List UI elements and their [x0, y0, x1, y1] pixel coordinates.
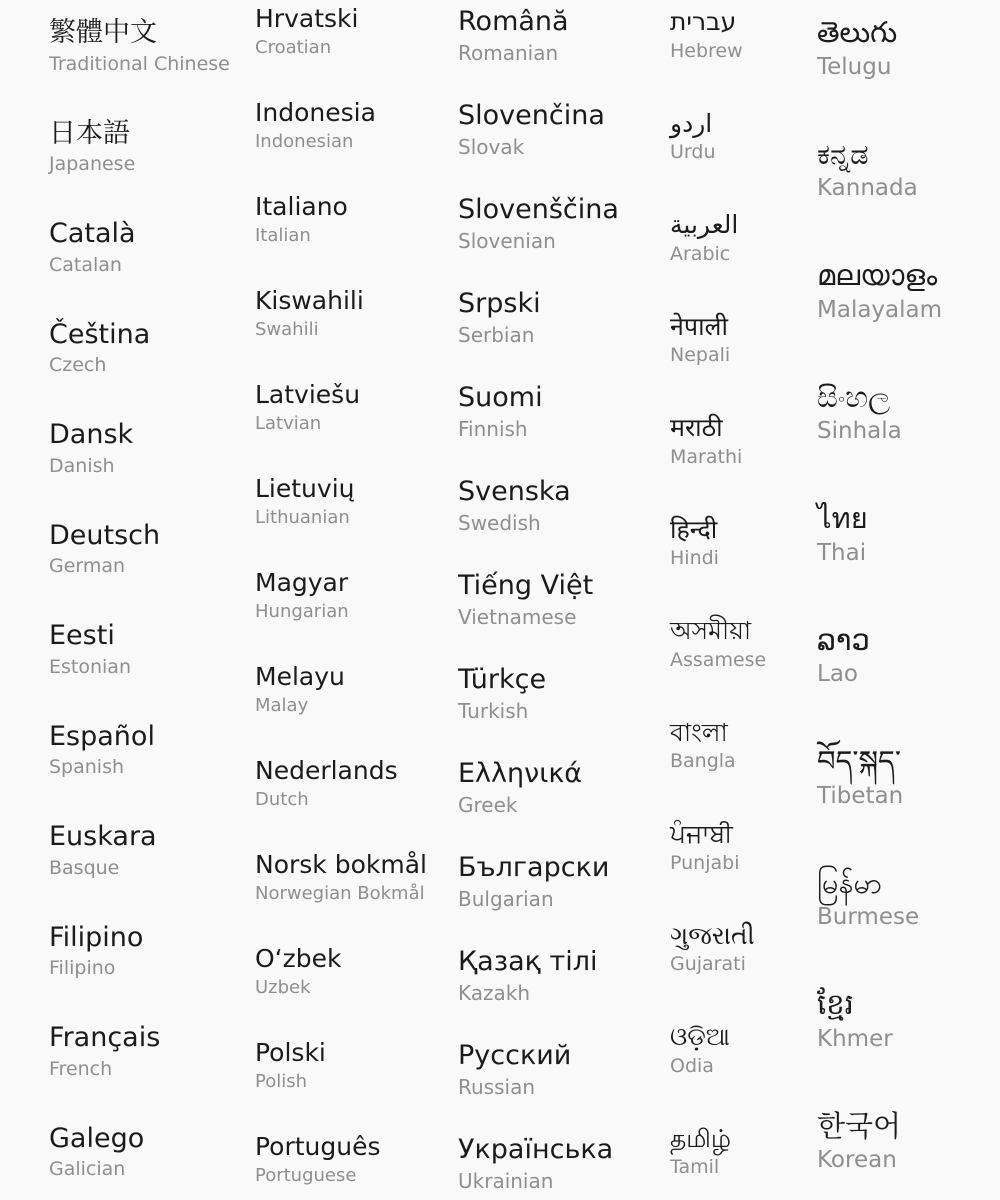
- language-option[interactable]: [458, 477, 571, 534]
- language-english-name: Slovenian: [458, 228, 556, 253]
- language-english-name: Czech: [49, 354, 107, 377]
- language-option[interactable]: [458, 101, 605, 158]
- language-english-name: Greek: [458, 792, 518, 817]
- language-option[interactable]: [817, 260, 942, 323]
- language-option[interactable]: [458, 383, 543, 440]
- language-option[interactable]: [255, 569, 349, 621]
- language-english-name: Khmer: [817, 1025, 893, 1052]
- language-option[interactable]: [817, 503, 868, 566]
- language-option[interactable]: [49, 18, 230, 75]
- language-native-name: Slovenčina: [458, 100, 605, 131]
- language-native-name: བོད་སྐད་: [817, 744, 901, 778]
- language-native-name: Filipino: [49, 921, 144, 953]
- language-native-name: हिन्दी: [670, 514, 718, 544]
- language-native-name: Melayu: [255, 662, 345, 691]
- language-option[interactable]: [670, 313, 730, 366]
- language-native-name: O‘zbek: [255, 944, 342, 973]
- language-english-name: Kannada: [817, 175, 918, 202]
- language-english-name: Turkish: [458, 698, 529, 723]
- language-option[interactable]: [49, 923, 143, 980]
- language-english-name: Malay: [255, 694, 309, 716]
- language-english-name: Danish: [49, 454, 115, 477]
- language-option[interactable]: [670, 516, 719, 569]
- language-native-name: ລາວ: [817, 622, 870, 657]
- language-native-name: Srpski: [458, 288, 541, 319]
- language-option[interactable]: [458, 7, 569, 64]
- language-native-name: Magyar: [255, 568, 349, 597]
- language-native-name: ไทย: [817, 501, 868, 535]
- language-native-name: العربية: [670, 210, 739, 239]
- language-english-name: French: [49, 1057, 113, 1080]
- language-native-name: Italiano: [255, 192, 348, 221]
- language-english-name: Nepali: [670, 344, 731, 366]
- language-native-name: Norsk bokmål: [255, 850, 427, 879]
- language-native-name: עברית: [670, 7, 737, 36]
- language-option[interactable]: [670, 719, 736, 772]
- language-option[interactable]: [49, 420, 133, 477]
- language-native-name: Nederlands: [255, 756, 398, 785]
- language-option[interactable]: [255, 193, 348, 245]
- language-english-name: Marathi: [670, 445, 743, 468]
- language-option[interactable]: [255, 1133, 381, 1185]
- language-native-name: 한국어: [817, 1108, 902, 1143]
- language-native-name: தமிழ்: [670, 1123, 732, 1153]
- language-option[interactable]: [255, 851, 427, 903]
- language-english-name: Gujarati: [670, 953, 746, 975]
- language-native-name: Čeština: [49, 318, 151, 350]
- language-english-name: Swahili: [255, 318, 319, 340]
- language-option[interactable]: [49, 621, 131, 678]
- language-english-name: Kazakh: [458, 980, 531, 1005]
- language-native-name: Galego: [49, 1122, 145, 1154]
- language-english-name: Traditional Chinese: [49, 52, 230, 75]
- language-option[interactable]: [458, 195, 619, 252]
- language-option[interactable]: [817, 1108, 902, 1174]
- language-english-name: Hungarian: [255, 600, 349, 622]
- language-native-name: ગુજરાતી: [670, 920, 755, 950]
- language-option[interactable]: [670, 414, 742, 467]
- language-native-name: नेपाली: [670, 311, 728, 341]
- language-option[interactable]: [817, 136, 918, 202]
- language-option[interactable]: [49, 1023, 160, 1080]
- language-native-name: ខ្មែរ: [817, 987, 854, 1021]
- language-native-name: Lietuvių: [255, 474, 355, 503]
- language-english-name: Latvian: [255, 412, 322, 434]
- language-option[interactable]: [817, 17, 897, 80]
- language-english-name: Odia: [670, 1054, 714, 1077]
- language-english-name: Hindi: [670, 547, 719, 569]
- language-native-name: Tiếng Việt: [458, 570, 594, 601]
- language-native-name: Hrvatski: [255, 4, 359, 33]
- language-option[interactable]: [49, 320, 150, 377]
- language-english-name: Basque: [49, 856, 120, 879]
- language-option[interactable]: [458, 289, 541, 346]
- language-english-name: Swedish: [458, 510, 541, 535]
- language-native-name: मराठी: [670, 413, 723, 442]
- language-english-name: Ukrainian: [458, 1168, 554, 1193]
- language-option[interactable]: [817, 379, 902, 445]
- language-english-name: Portuguese: [255, 1164, 357, 1186]
- language-native-name: Български: [458, 852, 610, 883]
- language-english-name: Punjabi: [670, 851, 740, 874]
- language-option[interactable]: [670, 922, 755, 975]
- language-english-name: Lao: [817, 661, 858, 688]
- language-native-name: Українська: [458, 1134, 614, 1165]
- language-english-name: Croatian: [255, 36, 332, 58]
- language-option[interactable]: [817, 989, 893, 1052]
- language-option[interactable]: [670, 1023, 730, 1076]
- language-english-name: Norwegian Bokmål: [255, 882, 425, 904]
- language-english-name: Tibetan: [817, 782, 904, 809]
- language-option[interactable]: [458, 665, 546, 722]
- language-option[interactable]: [458, 571, 593, 628]
- language-native-name: Euskara: [49, 821, 157, 852]
- language-option[interactable]: [255, 381, 360, 433]
- language-english-name: Slovak: [458, 134, 525, 159]
- language-native-name: 繁體中文: [49, 17, 157, 48]
- language-native-name: ਪੰਜਾਬੀ: [670, 819, 733, 848]
- language-english-name: Malayalam: [817, 296, 943, 323]
- language-native-name: Română: [458, 6, 569, 37]
- language-english-name: Estonian: [49, 655, 131, 678]
- language-option[interactable]: [670, 820, 739, 873]
- language-english-name: Indonesian: [255, 130, 354, 152]
- language-native-name: Deutsch: [49, 519, 161, 551]
- language-english-name: Sinhala: [817, 418, 902, 445]
- language-english-name: Bangla: [670, 750, 736, 772]
- language-option[interactable]: [458, 1041, 571, 1098]
- language-english-name: Spanish: [49, 756, 125, 779]
- language-option[interactable]: [255, 757, 398, 809]
- language-native-name: Polski: [255, 1038, 326, 1067]
- language-english-name: Lithuanian: [255, 506, 350, 528]
- language-option[interactable]: [49, 1124, 144, 1181]
- language-option[interactable]: [255, 663, 345, 715]
- language-option[interactable]: [255, 99, 376, 151]
- language-native-name: 日本語: [49, 117, 130, 149]
- language-option[interactable]: [817, 865, 920, 931]
- language-option[interactable]: [49, 521, 160, 578]
- language-native-name: Slovenščina: [458, 194, 619, 225]
- language-option[interactable]: [49, 219, 136, 276]
- language-option[interactable]: [817, 746, 903, 809]
- language-english-name: German: [49, 555, 126, 578]
- language-native-name: Indonesia: [255, 98, 376, 127]
- language-native-name: မြန်မာ: [817, 865, 882, 900]
- language-english-name: Hebrew: [670, 39, 743, 62]
- language-option[interactable]: [458, 947, 598, 1004]
- language-native-name: සිංහල: [817, 379, 891, 414]
- language-native-name: Kiswahili: [255, 286, 364, 315]
- language-native-name: Català: [49, 218, 136, 249]
- language-english-name: Galician: [49, 1158, 126, 1181]
- language-native-name: Svenska: [458, 476, 571, 507]
- language-english-name: Catalan: [49, 253, 122, 276]
- language-option[interactable]: [458, 759, 582, 816]
- language-english-name: Romanian: [458, 40, 559, 65]
- language-native-name: Türkçe: [458, 664, 547, 695]
- language-native-name: Ελληνικά: [458, 758, 583, 789]
- language-english-name: Korean: [817, 1147, 897, 1174]
- language-english-name: Polish: [255, 1070, 308, 1092]
- language-option[interactable]: [255, 287, 364, 339]
- language-native-name: Русский: [458, 1040, 572, 1071]
- language-option[interactable]: [255, 5, 358, 57]
- language-native-name: Português: [255, 1132, 381, 1161]
- language-native-name: Қазақ тілі: [458, 946, 598, 977]
- language-option[interactable]: [255, 1039, 326, 1091]
- language-native-name: Suomi: [458, 382, 543, 413]
- language-english-name: Uzbek: [255, 976, 311, 998]
- language-option[interactable]: [49, 722, 155, 779]
- language-english-name: Serbian: [458, 322, 535, 347]
- language-english-name: Finnish: [458, 416, 528, 441]
- language-english-name: Tamil: [670, 1156, 720, 1178]
- language-option[interactable]: [670, 8, 743, 61]
- language-native-name: Eesti: [49, 620, 115, 651]
- language-option[interactable]: [458, 853, 609, 910]
- language-option[interactable]: [49, 822, 157, 879]
- language-english-name: Thai: [817, 539, 867, 566]
- language-english-name: Bulgarian: [458, 886, 554, 911]
- language-option[interactable]: [817, 622, 870, 688]
- language-native-name: বাংলা: [670, 717, 728, 747]
- language-english-name: Telugu: [817, 53, 892, 80]
- language-english-name: Assamese: [670, 648, 767, 671]
- language-native-name: Français: [49, 1022, 161, 1053]
- language-option[interactable]: [49, 119, 135, 176]
- language-english-name: Urdu: [670, 141, 716, 163]
- language-native-name: Latviešu: [255, 380, 361, 409]
- language-english-name: Burmese: [817, 904, 920, 931]
- language-option[interactable]: [255, 475, 355, 527]
- language-english-name: Filipino: [49, 957, 116, 980]
- language-native-name: ಕನ್ನಡ: [817, 136, 869, 171]
- language-native-name: മലയാളം: [817, 258, 938, 292]
- language-option[interactable]: [670, 617, 766, 670]
- language-option[interactable]: [458, 1135, 613, 1192]
- language-option[interactable]: [670, 1125, 731, 1178]
- language-option[interactable]: [670, 211, 738, 264]
- language-english-name: Japanese: [49, 153, 136, 176]
- language-english-name: Dutch: [255, 788, 309, 810]
- language-option[interactable]: [670, 110, 716, 163]
- language-native-name: اردو: [670, 108, 713, 138]
- language-native-name: Español: [49, 720, 155, 752]
- language-english-name: Italian: [255, 224, 311, 246]
- language-english-name: Russian: [458, 1074, 536, 1099]
- language-option[interactable]: [255, 945, 341, 997]
- language-native-name: অসমীয়া: [670, 616, 752, 645]
- language-native-name: Dansk: [49, 419, 134, 450]
- language-native-name: తెలుగు: [817, 15, 898, 49]
- language-english-name: Arabic: [670, 242, 731, 265]
- language-english-name: Vietnamese: [458, 604, 577, 629]
- language-native-name: ଓଡ଼ିଆ: [670, 1022, 730, 1051]
